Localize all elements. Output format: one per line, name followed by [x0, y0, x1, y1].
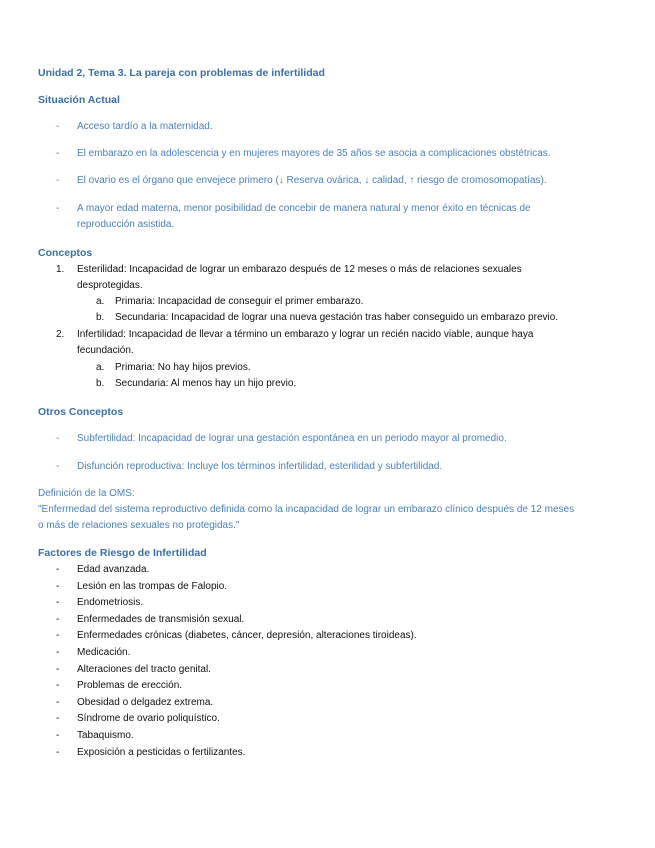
bullet-dash: -: [56, 121, 60, 132]
heading-situacion: Situación Actual: [38, 94, 120, 106]
oms-label: Definición de la OMS:: [38, 488, 135, 499]
risk-factor-item: Exposición a pesticidas o fertilizantes.: [77, 747, 246, 758]
risk-factor-item: Enfermedades crónicas (diabetes, cáncer, depresión, alteraciones tiroideas).: [77, 630, 417, 641]
oms-quote-line: o más de relaciones sexuales no protegidas.": [38, 520, 240, 531]
bullet-dash: -: [56, 597, 60, 608]
bullet-dash: -: [56, 747, 60, 758]
bullet-dash: -: [56, 713, 60, 724]
sub-item: Primaria: Incapacidad de conseguir el primer embarazo.: [115, 296, 364, 307]
list-item: Acceso tardío a la maternidad.: [77, 121, 213, 132]
risk-factor-item: Síndrome de ovario poliquístico.: [77, 713, 220, 724]
sub-item: Secundaria: Incapacidad de lograr una nueva gestación tras haber conseguido un embarazo previo.: [115, 312, 559, 323]
bullet-dash: -: [56, 433, 60, 444]
heading-otros: Otros Conceptos: [38, 406, 124, 418]
risk-factor-item: Enfermedades de transmisión sexual.: [77, 614, 245, 625]
sub-item: Secundaria: Al menos hay un hijo previo.: [115, 378, 297, 389]
list-number: 2.: [56, 329, 65, 340]
risk-factor-item: Obesidad o delgadez extrema.: [77, 697, 214, 708]
sub-letter: a.: [96, 362, 105, 373]
bullet-dash: -: [56, 630, 60, 641]
bullet-dash: -: [56, 175, 60, 186]
sub-letter: a.: [96, 296, 105, 307]
bullet-dash: -: [56, 614, 60, 625]
sub-item: Primaria: No hay hijos previos.: [115, 362, 251, 373]
concept-esterilidad: Esterilidad: Incapacidad de lograr un embarazo después de 12 meses o más de relaciones sexuales: [77, 264, 522, 275]
concept-infertilidad: Infertilidad: Incapacidad de llevar a término un embarazo y lograr un recién nacido viable, aunque haya: [77, 329, 534, 340]
bullet-dash: -: [56, 581, 60, 592]
risk-factor-item: Endometriosis.: [77, 597, 144, 608]
concept-continuation: fecundación.: [77, 345, 134, 356]
bullet-dash: -: [56, 697, 60, 708]
list-item-continuation: reproducción asistida.: [77, 219, 175, 230]
bullet-dash: -: [56, 664, 60, 675]
list-item: El embarazo en la adolescencia y en mujeres mayores de 35 años se asocia a complicaciones obstétricas.: [77, 148, 551, 159]
risk-factor-item: Tabaquismo.: [77, 730, 134, 741]
risk-factor-item: Alteraciones del tracto genital.: [77, 664, 211, 675]
list-item: Subfertilidad: Incapacidad de lograr una gestación espontánea en un periodo mayor al promedio.: [77, 433, 507, 444]
bullet-dash: -: [56, 680, 60, 691]
bullet-dash: -: [56, 148, 60, 159]
list-number: 1.: [56, 264, 65, 275]
bullet-dash: -: [56, 647, 60, 658]
sub-letter: b.: [96, 312, 105, 323]
page-title: Unidad 2, Tema 3. La pareja con problemas de infertilidad: [38, 67, 325, 79]
risk-factor-item: Medicación.: [77, 647, 131, 658]
risk-factor-item: Edad avanzada.: [77, 564, 150, 575]
list-item: El ovario es el órgano que envejece primero (↓ Reserva ovárica, ↓ calidad, ↑ riesgo de cromosomopatías).: [77, 175, 547, 186]
risk-factor-item: Problemas de erección.: [77, 680, 183, 691]
sub-letter: b.: [96, 378, 105, 389]
heading-riesgo: Factores de Riesgo de Infertilidad: [38, 547, 207, 559]
bullet-dash: -: [56, 730, 60, 741]
heading-conceptos: Conceptos: [38, 247, 93, 259]
bullet-dash: -: [56, 203, 60, 214]
bullet-dash: -: [56, 461, 60, 472]
risk-factor-item: Lesión en las trompas de Falopio.: [77, 581, 228, 592]
list-item: A mayor edad materna, menor posibilidad de concebir de manera natural y menor éxito en técnicas de: [77, 203, 531, 214]
bullet-dash: -: [56, 564, 60, 575]
concept-continuation: desprotegidas.: [77, 280, 143, 291]
oms-quote-line: "Enfermedad del sistema reproductivo definida como la incapacidad de lograr un embarazo clínico después de 12 meses: [38, 504, 575, 515]
list-item: Disfunción reproductiva: Incluye los términos infertilidad, esterilidad y subfertilidad.: [77, 461, 443, 472]
